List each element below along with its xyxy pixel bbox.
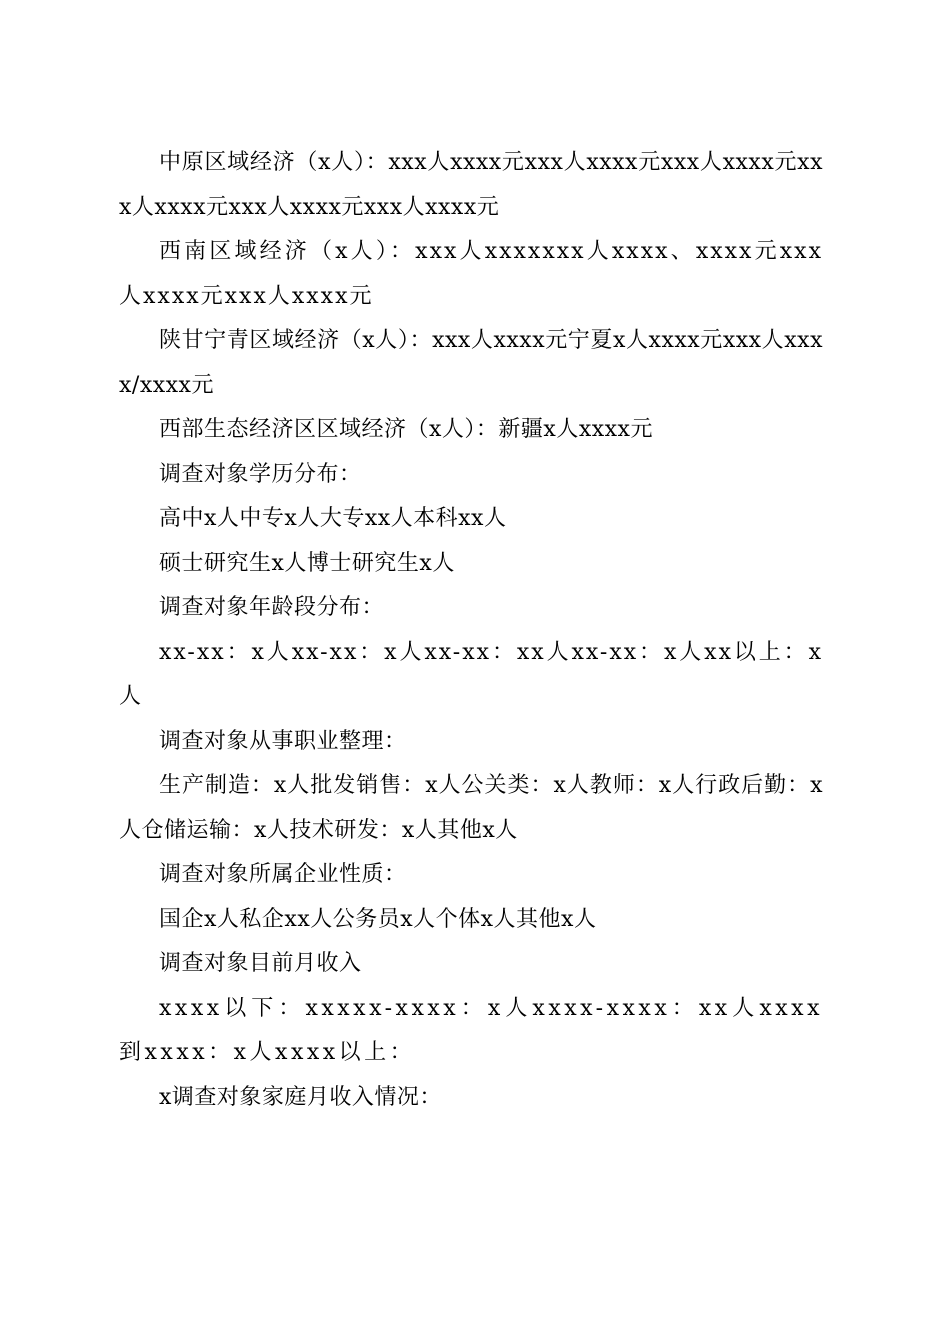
- paragraph-age-heading: 调查对象年龄段分布：: [159, 595, 385, 620]
- paragraph-monthly-income-heading: 调查对象目前月收入: [159, 951, 362, 976]
- paragraph-education-line-1: 高中x人中专x人大专xx人本科xx人: [159, 506, 507, 531]
- paragraph-monthly-income-distribution: xxxx以下：xxxxx-xxxx：x人xxxx-xxxx：xx人xxxx到xxxx：x人xxxx以上：: [119, 995, 823, 1065]
- paragraph-central-plains-economy: 中原区域经济（x人）：xxx人xxxx元xxx人xxxx元xxx人xxxx元xxx人xxxx元xxx人xxxx元xxx人xxxx元: [119, 150, 823, 220]
- paragraph-age-distribution: xx-xx：x人xx-xx：x人xx-xx：xx人xx-xx：x人xx以上：x人: [119, 639, 823, 709]
- paragraph-shaanxi-gansu-ningxia-qinghai-economy: 陕甘宁青区域经济（x人）：xxx人xxxx元宁夏x人xxxx元xxx人xxxx/xxxx元: [119, 328, 823, 398]
- paragraph-occupation-heading: 调查对象从事职业整理：: [159, 728, 407, 754]
- paragraph-western-ecological-economy: 西部生态经济区区域经济（x人）：新疆x人xxxx元: [159, 417, 653, 442]
- document-body: [119, 141, 823, 1120]
- paragraph-family-income-heading: x调查对象家庭月收入情况：: [159, 1084, 442, 1110]
- paragraph-education-heading: 调查对象学历分布：: [159, 461, 362, 487]
- paragraph-enterprise-distribution: 国企x人私企xx人公务员x人个体x人其他x人: [159, 906, 597, 932]
- paragraph-enterprise-heading: 调查对象所属企业性质：: [159, 862, 407, 887]
- paragraph-occupation-distribution: 生产制造：x人批发销售：x人公关类：x人教师：x人行政后勤：x人仓储运输：x人技术研发：x人其他x人: [119, 773, 823, 843]
- paragraph-education-line-2: 硕士研究生x人博士研究生x人: [159, 550, 455, 576]
- paragraph-southwest-economy: 西南区域经济（x人）：xxx人xxxxxxx人xxxx、xxxx元xxx人xxxx元xxx人xxxx元: [119, 239, 823, 309]
